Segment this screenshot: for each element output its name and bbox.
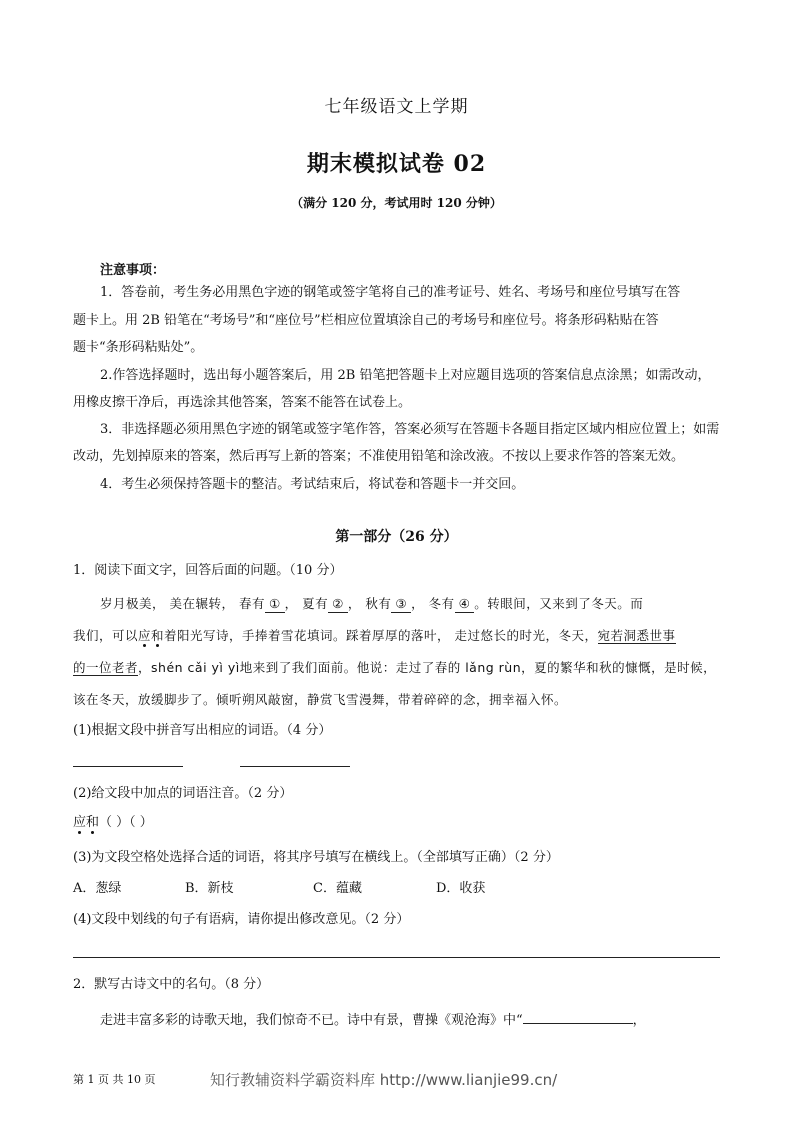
underlined-sentence: 宛若洞悉世事 [597, 628, 676, 643]
answer-line[interactable] [240, 766, 350, 767]
answer-line[interactable] [73, 766, 183, 767]
question-text: 走进丰富多彩的诗歌天地，我们惊奇不已。诗中有景，曹操《观沧海》中“ [100, 1013, 523, 1028]
dotted-char: 和 [86, 815, 100, 830]
passage-text: ， 夏有 [284, 596, 329, 611]
passage-text: 我们，可以 [73, 628, 139, 643]
passage-line-4: 该在冬天，放缓脚步了。倾听朔风敲窗，静赏飞雪漫舞，带着碎碎的念，拥幸福入怀。 [73, 692, 568, 707]
question-1-stem: 1．阅读下面文字，回答后面的问题。（10 分） [73, 563, 343, 578]
notice-line: 题卡“条形码粘贴处”。 [73, 340, 204, 355]
question-2-stem: 2．默写古诗文中的名句。（8 分） [73, 977, 270, 992]
notice-line: 2.作答选择题时，选出每小题答案后，用 2B 铅笔把答题卡上对应题目选项的答案信息点涂黑；如需改动， [100, 368, 711, 383]
watermark: 知行教辅资料学霸资料库 http://www.lianjie99.cn/ [210, 1071, 558, 1089]
page-number: 第 1 页 共 10 页 [73, 1073, 156, 1086]
notice-heading: 注意事项： [100, 263, 166, 278]
score-note: （满分 120 分，考试用时 120 分钟） [291, 196, 502, 210]
section-title: 第一部分（26 分） [335, 529, 458, 545]
notice-line: 4．考生必须保持答题卡的整洁。考试结束后，将试卷和答题卡一并交回。 [100, 477, 525, 492]
notice-line: 用橡皮擦干净后，再选涂其他答案，答案不能答在试卷上。 [73, 395, 412, 410]
grade-subtitle: 七年级语文上学期 [324, 97, 469, 117]
option-b: B．新枝 [185, 881, 234, 896]
dotted-char: 应 [73, 815, 87, 830]
passage-text: ， 秋有 [347, 596, 392, 611]
passage-line-1 [100, 596, 643, 613]
question-2-line [100, 1009, 646, 1029]
notice-line: 题卡上。用 2B 铅笔在“考场号”和“座位号”栏相应位置填涂自己的考场号和座位号。将条形码粘贴在答 [73, 313, 659, 328]
dotted-char: 应 [138, 628, 152, 643]
passage-line-3 [73, 660, 716, 676]
blank-2: ② [328, 596, 348, 613]
notice-line: 3．非选择题必须用黑色字迹的钢笔或签字笔作答，答案必须写在答题卡各题目指定区域内相应位置上；如需 [100, 422, 720, 437]
question-text: ， [632, 1013, 646, 1028]
blank-3: ③ [391, 596, 411, 613]
exam-title: 期末模拟试卷 02 [306, 151, 487, 177]
blank-1: ① [265, 596, 285, 613]
passage-text: 着阳光写诗，手捧着雪花填词。踩着厚厚的落叶， 走过悠长的时光，冬天， [164, 628, 598, 643]
sub-question-4: (4)文段中划线的句子有语病，请你提出修改意见。（2 分） [73, 912, 410, 927]
option-c: C．蕴藏 [313, 881, 362, 896]
blank-4: ④ [455, 596, 475, 613]
underlined-sentence: 的一位老者 [73, 660, 139, 675]
answer-line[interactable] [73, 957, 720, 958]
sub-question-3: (3)为文段空格处选择合适的词语，将其序号填写在横线上。（全部填写正确）（2 分） [73, 850, 559, 865]
passage-text: 岁月极美， 美在辗转， 春有 [100, 596, 265, 611]
notice-line: 改动，先划掉原来的答案，然后再写上新的答案；不准使用铅笔和涂改液。不按以上要求作答的答案无效。 [73, 449, 685, 464]
passage-text: 。转眼间，又来到了冬天。而 [474, 596, 644, 611]
option-a: A．葱绿 [73, 881, 122, 896]
option-d: D．收获 [436, 881, 486, 896]
pinyin-answer-row [73, 815, 153, 831]
passage-text: ， 冬有 [411, 596, 455, 611]
dotted-char: 和 [151, 628, 165, 643]
sub-question-2: (2)给文段中加点的词语注音。（2 分） [73, 786, 293, 801]
answer-parens[interactable]: （ ）（ ） [99, 815, 153, 830]
passage-line-2 [73, 628, 676, 644]
notice-line: 1．答卷前，考生务必用黑色字迹的钢笔或签字笔将自己的准考证号、姓名、考场号和座位号填写在答 [100, 285, 681, 300]
sub-question-1: (1)根据文段中拼音写出相应的词语。（4 分） [73, 723, 332, 738]
passage-text: ，shén cǎi yì yì地来到了我们面前。他说：走过了春的 lǎng rùn，夏的繁华和秋的慷慨，是时候， [138, 660, 717, 675]
fill-blank[interactable] [523, 1009, 633, 1024]
